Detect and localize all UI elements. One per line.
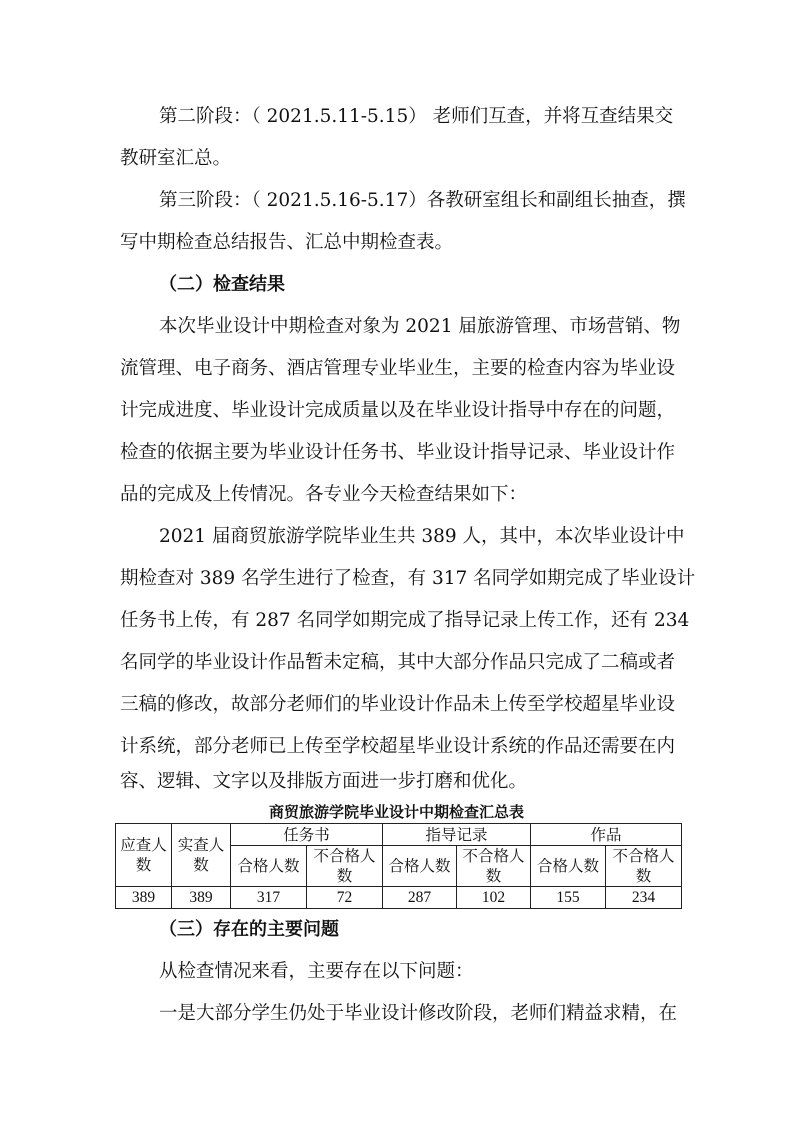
paragraph-line: 一是大部分学生仍处于毕业设计修改阶段，老师们精益求精，在 bbox=[159, 1003, 678, 1024]
header-guidance-record: 指导记录 bbox=[383, 824, 531, 846]
cell-actual-check: 389 bbox=[172, 887, 231, 909]
section-heading: （三）存在的主要问题 bbox=[159, 919, 339, 940]
paragraph-line: 名同学的毕业设计作品暂未定稿，其中大部分作品只完成了二稿或者 bbox=[120, 652, 676, 673]
cell-works-qualified: 155 bbox=[531, 887, 606, 909]
table-row bbox=[116, 887, 682, 909]
paragraph-line: 流管理、电子商务、酒店管理专业毕业生，主要的检查内容为毕业设 bbox=[120, 358, 676, 379]
paragraph-line: 第二阶段：（ 2021.5.11-5.15） 老师们互查，并将互查结果交 bbox=[159, 106, 674, 127]
section-heading: （二）检查结果 bbox=[159, 274, 285, 295]
paragraph-line: 计系统，部分老师已上传至学校超星毕业设计系统的作品还需要在内 bbox=[120, 736, 676, 757]
cell-guide-qualified: 287 bbox=[383, 887, 457, 909]
header-works-unqualified: 不合格人数 bbox=[606, 846, 682, 887]
paragraph-line: 计完成进度、毕业设计完成质量以及在毕业设计指导中存在的问题， bbox=[120, 400, 676, 421]
paragraph-line: 从检查情况来看，主要存在以下问题： bbox=[159, 961, 474, 982]
paragraph-line: 容、逻辑、文字以及排版方面进一步打磨和优化。 bbox=[120, 771, 528, 792]
header-task-book: 任务书 bbox=[231, 824, 383, 846]
table-header-row bbox=[116, 824, 682, 846]
header-guide-unqualified: 不合格人数 bbox=[457, 846, 531, 887]
paragraph-line: 三稿的修改，故部分老师们的毕业设计作品未上传至学校超星毕业设 bbox=[120, 694, 676, 715]
summary-table bbox=[115, 823, 682, 909]
paragraph-line: 写中期检查总结报告、汇总中期检查表。 bbox=[120, 232, 454, 253]
header-guide-qualified: 合格人数 bbox=[383, 846, 457, 887]
header-task-qualified: 合格人数 bbox=[231, 846, 307, 887]
cell-task-qualified: 317 bbox=[231, 887, 307, 909]
cell-guide-unqualified: 102 bbox=[457, 887, 531, 909]
paragraph-line: 2021 届商贸旅游学院毕业生共 389 人，其中，本次毕业设计中 bbox=[159, 526, 685, 547]
header-task-unqualified: 不合格人数 bbox=[307, 846, 383, 887]
paragraph-line: 第三阶段：（ 2021.5.16-5.17）各教研室组长和副组长抽查，撰 bbox=[159, 190, 686, 211]
cell-task-unqualified: 72 bbox=[307, 887, 383, 909]
table-title: 商贸旅游学院毕业设计中期检查汇总表 bbox=[268, 803, 524, 821]
header-actual-check: 实查人数 bbox=[172, 824, 231, 887]
header-works: 作品 bbox=[531, 824, 682, 846]
header-should-check: 应查人数 bbox=[116, 824, 172, 887]
paragraph-line: 任务书上传，有 287 名同学如期完成了指导记录上传工作，还有 234 bbox=[120, 610, 690, 631]
cell-works-unqualified: 234 bbox=[606, 887, 682, 909]
cell-should-check: 389 bbox=[116, 887, 172, 909]
paragraph-line: 本次毕业设计中期检查对象为 2021 届旅游管理、市场营销、物 bbox=[159, 316, 681, 337]
header-works-qualified: 合格人数 bbox=[531, 846, 606, 887]
paragraph-line: 期检查对 389 名学生进行了检查，有 317 名同学如期完成了毕业设计 bbox=[120, 568, 696, 589]
paragraph-line: 检查的依据主要为毕业设计任务书、毕业设计指导记录、毕业设计作 bbox=[120, 442, 676, 463]
paragraph-line: 教研室汇总。 bbox=[120, 148, 232, 169]
paragraph-line: 品的完成及上传情况。各专业今天检查结果如下： bbox=[120, 484, 528, 505]
